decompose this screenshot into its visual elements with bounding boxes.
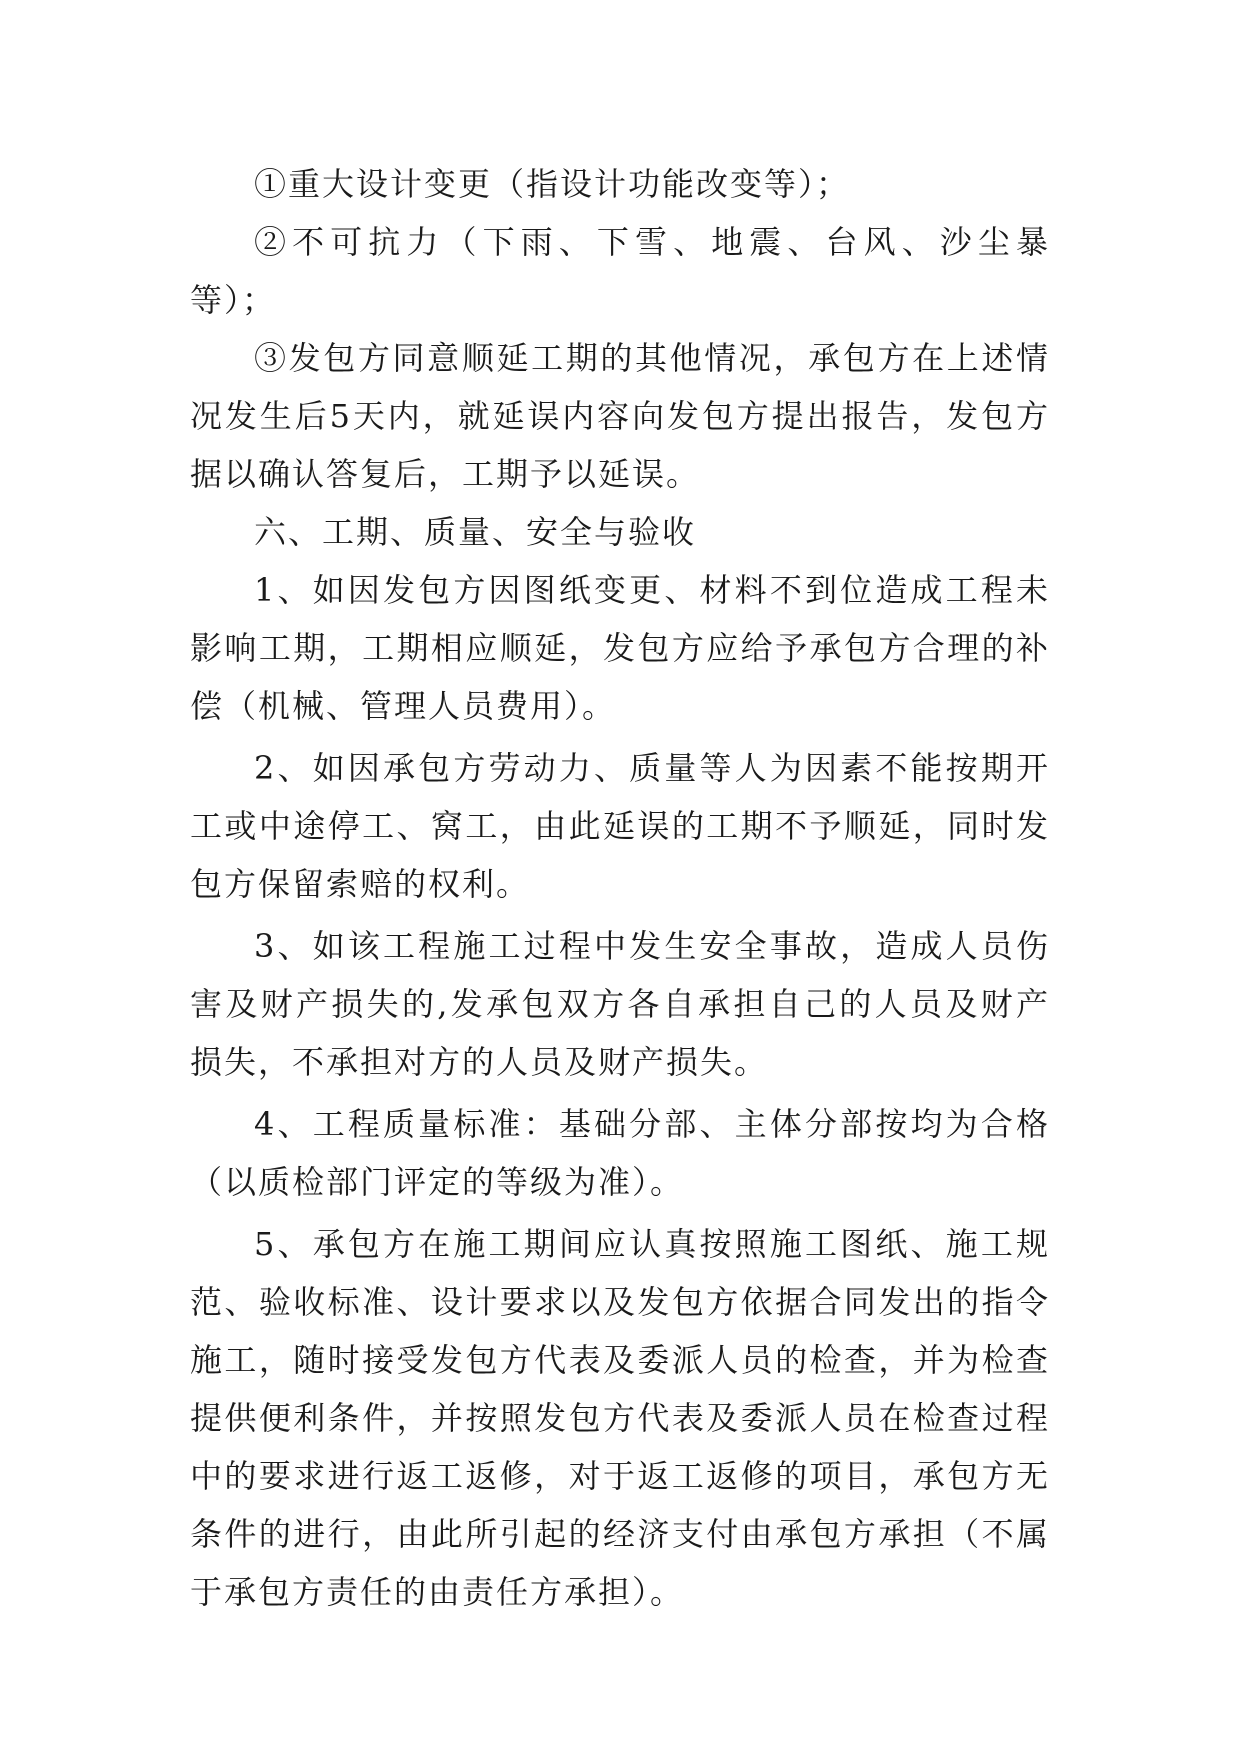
clause-item-1: 1、如因发包方因图纸变更、材料不到位造成工程未影响工期，工期相应顺延，发包方应给予承包方合理的补偿（机械、管理人员费用）。 [190, 571, 1050, 725]
clause-force-majeure: ②不可抗力（下雨、下雪、地震、台风、沙尘暴等）； [190, 223, 1050, 319]
clause-other-extension: ③发包方同意顺延工期的其他情况，承包方在上述情况发生后5天内，就延误内容向发包方提出报告，发包方据以确认答复后，工期予以延误。 [190, 339, 1050, 493]
clause-item-5: 5、承包方在施工期间应认真按照施工图纸、施工规范、验收标准、设计要求以及发包方依据合同发出的指令施工，随时接受发包方代表及委派人员的检查，并为检查提供便利条件，并按照发包方代表及委派人员在检查过程中的要求进行返工返修，对于返工返修的项目，承包方无条件的进行，由此所引起的经济支付由承包方承担（不属于承包方责任的由责任方承担）。 [190, 1225, 1050, 1611]
clause-item-2: 2、如因承包方劳动力、质量等人为因素不能按期开工或中途停工、窝工，由此延误的工期不予顺延，同时发包方保留索赔的权利。 [190, 749, 1050, 903]
clause-item-4: 4、工程质量标准：基础分部、主体分部按均为合格（以质检部门评定的等级为准）。 [190, 1105, 1050, 1201]
clause-item-3: 3、如该工程施工过程中发生安全事故，造成人员伤害及财产损失的,发承包双方各自承担自己的人员及财产损失，不承担对方的人员及财产损失。 [190, 927, 1050, 1081]
clause-major-design-change: ①重大设计变更（指设计功能改变等）； [254, 165, 851, 203]
document-body [190, 155, 1050, 1621]
section-heading: 六、工期、质量、安全与验收 [254, 513, 697, 551]
